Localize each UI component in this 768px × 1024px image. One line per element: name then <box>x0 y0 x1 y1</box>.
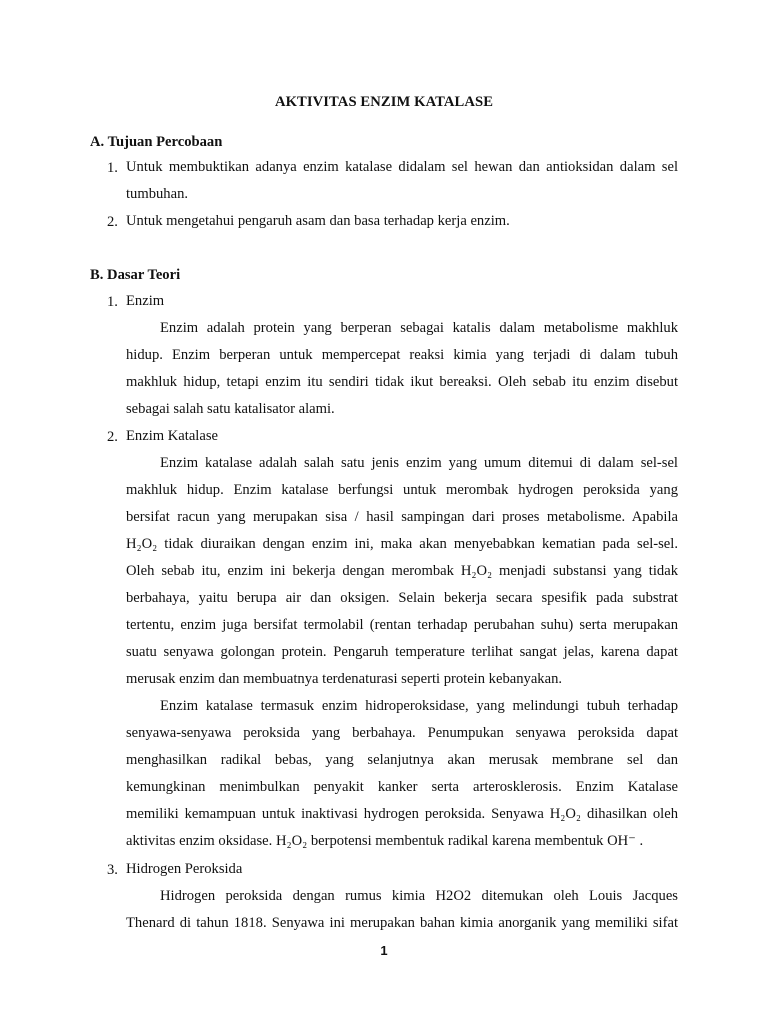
list-number: 2. <box>107 429 118 445</box>
text-line: Enzim adalah protein yang berperan sebagai katalis dalam metabolisme makhluk <box>160 320 678 336</box>
paragraph <box>126 883 678 937</box>
text-line: suatu senyawa golongan protein. Pengaruh temperature terlihat sangat jelas, karena dapat <box>126 644 678 660</box>
list-number: 3. <box>107 862 118 878</box>
list-number: 2. <box>107 214 118 230</box>
document-title: AKTIVITAS ENZIM KATALASE <box>274 94 494 110</box>
text-line: Thenard di tahun 1818. Senyawa ini merupakan bahan kimia anorganik yang memiliki sifat <box>126 915 678 931</box>
text-line: Hidrogen peroksida dengan rumus kimia H2O2 ditemukan oleh Louis Jacques <box>160 888 678 904</box>
text-line: tumbuhan. <box>126 186 189 202</box>
subsection-label <box>126 423 678 450</box>
text-line: Oleh sebab itu, enzim ini bekerja dengan merombak H₂O₂ menjadi substansi yang tidak <box>126 563 678 579</box>
text-line: menghasilkan radikal bebas, yang selanjutnya akan merusak membrane sel dan <box>126 752 678 768</box>
subsection-label <box>126 288 678 315</box>
text-line: aktivitas enzim oksidase. H₂O₂ berpotensi membentuk radikal karena membentuk OH⁻ . <box>126 833 644 849</box>
text-line: H₂O₂ tidak diuraikan dengan enzim ini, maka akan menyebabkan kematian pada sel-sel. <box>126 536 678 552</box>
page-number: 1 <box>380 943 388 958</box>
text-line: makhluk hidup. Enzim katalase berfungsi untuk merombak hydrogen peroksida yang <box>126 482 678 498</box>
text-line: kemungkinan menimbulkan penyakit kanker serta arterosklerosis. Enzim Katalase <box>126 779 678 795</box>
text-line: merusak enzim dan membuatnya terdenaturasi seperti protein kebanyakan. <box>126 671 563 687</box>
text-line: Untuk mengetahui pengaruh asam dan basa terhadap kerja enzim. <box>126 213 510 229</box>
list-item-text <box>126 154 678 208</box>
list-number: 1. <box>107 160 118 176</box>
text-line: sebagai salah satu katalisator alami. <box>126 401 335 417</box>
text-line: Untuk membuktikan adanya enzim katalase didalam sel hewan dan antioksidan dalam sel <box>126 159 678 175</box>
text-line: hidup. Enzim berperan untuk mempercepat reaksi kimia yang terjadi di dalam tubuh <box>126 347 678 363</box>
section-b-heading: B. Dasar Teori <box>90 267 181 283</box>
list-item-text <box>126 208 678 235</box>
text-line: tertentu, enzim juga bersifat termolabil (rentan terhadap perubahan suhu) serta merupakan <box>126 617 678 633</box>
text-line: bersifat racun yang merupakan sisa / hasil sampingan dari proses metabolisme. Apabila <box>126 509 678 525</box>
section-a-heading: A. Tujuan Percobaan <box>90 134 223 150</box>
text-line: senyawa-senyawa peroksida yang berbahaya. Penumpukan senyawa peroksida dapat <box>126 725 678 741</box>
subsection-label-text: Hidrogen Peroksida <box>126 861 243 877</box>
text-line: makhluk hidup, tetapi enzim itu sendiri tidak ikut bereaksi. Oleh sebab itu enzim disebut <box>126 374 678 390</box>
text-line: Enzim katalase termasuk enzim hidroperoksidase, yang melindungi tubuh terhadap <box>160 698 678 714</box>
subsection-label-text: Enzim <box>126 293 165 309</box>
text-line: Enzim katalase adalah salah satu jenis enzim yang umum ditemui di dalam sel-sel <box>160 455 678 471</box>
paragraph <box>126 315 678 423</box>
paragraph <box>126 693 678 855</box>
paragraph <box>126 450 678 693</box>
text-line: berbahaya, yaitu berupa air dan oksigen. Selain bekerja secara spesifik pada substrat <box>126 590 678 606</box>
subsection-label <box>126 856 678 883</box>
list-number: 1. <box>107 294 118 310</box>
text-line: memiliki kemampuan untuk inaktivasi hydrogen peroksida. Senyawa H₂O₂ dihasilkan oleh <box>126 806 678 822</box>
subsection-label-text: Enzim Katalase <box>126 428 218 444</box>
